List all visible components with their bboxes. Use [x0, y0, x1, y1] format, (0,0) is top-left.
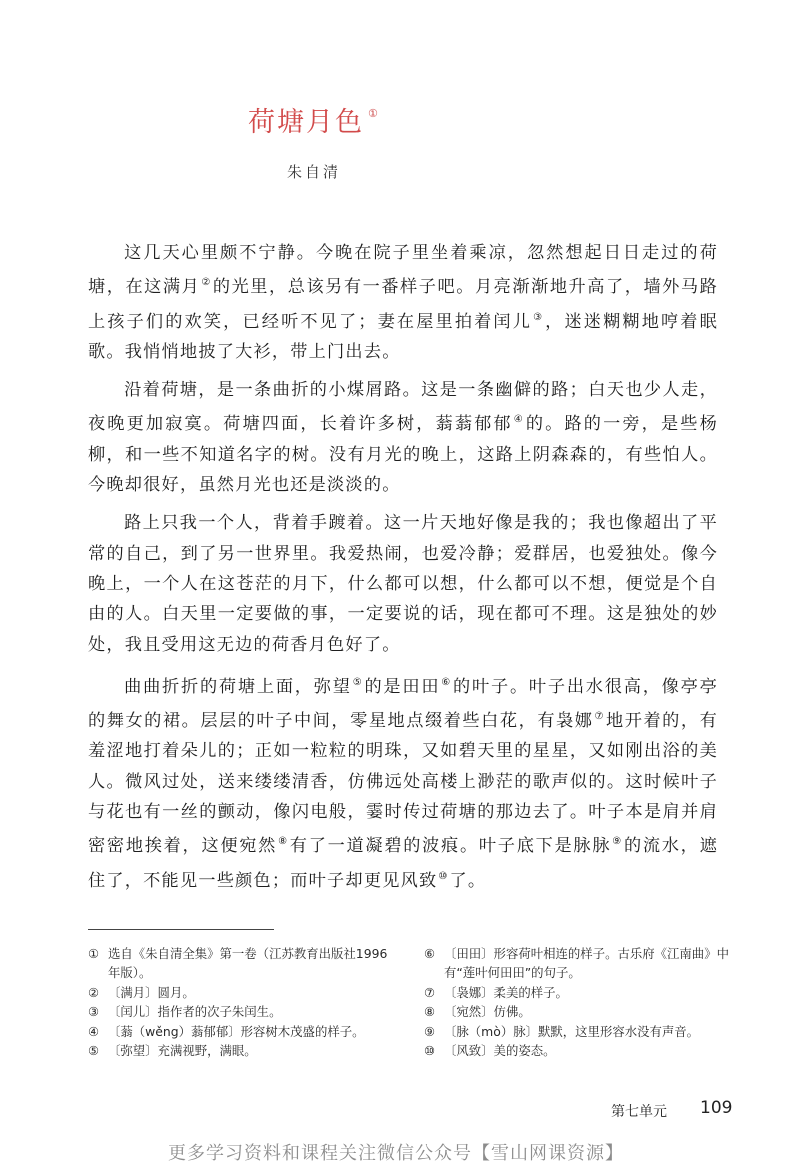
footnote: [424, 1022, 744, 1041]
footnote: [424, 1041, 744, 1060]
footnote-text: 〔弥望〕充满视野，满眼。: [108, 1043, 257, 1059]
footnote-text: 〔蓊（wěng）蓊郁郁〕形容树木茂盛的样子。: [108, 1023, 365, 1039]
footnote-number: ⑨: [424, 1023, 436, 1039]
author-name: 朱自清: [287, 163, 342, 181]
footnote-text: 〔满月〕圆月。: [108, 984, 195, 1000]
footnote-marker: ④: [513, 414, 525, 426]
footnote: [424, 1002, 744, 1021]
footnote: [88, 944, 388, 983]
footnotes-right-column: [424, 944, 744, 1060]
footnote-marker: ⑤: [352, 676, 364, 688]
footnote-number: ⑥: [424, 946, 436, 961]
footnote-text: 〔闰儿〕指作者的次子朱闰生。: [108, 1004, 282, 1020]
footnote: [88, 1041, 388, 1060]
footnote: [88, 1022, 388, 1041]
paragraph-text: ，迷迷糊糊地哼着眠歌。我悄悄地披了大衫，带上门出去。: [88, 311, 718, 362]
footnote: [424, 983, 744, 1002]
paragraph-text: 的。路的一旁，是些杨柳，和一些不知道名字的树。没有月光的晚上，这路上阴森森的，有些怕人。今晚却很好，虽然月光也还是淡淡的。: [88, 414, 718, 496]
footnote-text: 〔风致〕美的姿态。: [444, 1043, 556, 1059]
footnote-marker: ③: [533, 311, 545, 323]
footnote-marker: ⑩: [438, 870, 449, 882]
paragraph-text: 了。: [449, 870, 487, 891]
paragraph-text: 曲曲折折的荷塘上面，弥望: [124, 676, 352, 697]
footnote-number: ①: [88, 946, 100, 961]
footnote-number: ②: [88, 984, 100, 1000]
body-paragraph: [88, 508, 718, 659]
paragraph-text: 沿着荷塘，是一条曲折的小煤屑路。这是一条幽僻的路；白天也少人走，夜晚更加寂寞。荷塘四面，长着许多树，蓊蓊郁郁: [88, 380, 718, 435]
paragraph-text: 这几天心里颇不宁静。今晚在院子里坐着乘凉，忽然想起日日走过的荷塘，在这满月: [88, 243, 718, 298]
paragraph-text: 的叶子。叶子出水很高，像亭亭的舞女的裙。层层的叶子中间，零星地点缀着些白花，有袅娜: [88, 676, 718, 732]
paragraph-text: 的是田田: [364, 676, 441, 697]
footnote-number: ⑧: [424, 1004, 436, 1020]
footnote-number: ④: [88, 1023, 100, 1039]
footnote-text: 〔袅娜〕柔美的样子。: [444, 984, 568, 1000]
footnote-divider: [88, 929, 274, 930]
footnote: [88, 1002, 388, 1021]
essay-body: [88, 238, 718, 904]
footnote-text: 〔田田〕形容荷叶相连的样子。古乐府《江南曲》中有“莲叶何田田”的句子。: [444, 946, 729, 981]
footnote-marker: ⑦: [594, 711, 605, 723]
footnote-number: ⑦: [424, 984, 436, 1000]
footnote-text: 〔宛然〕仿佛。: [444, 1004, 531, 1020]
footnote: [88, 983, 388, 1002]
footnote-number: ⑩: [424, 1043, 436, 1059]
paragraph-text: 有了一道凝碧的波痕。叶子底下是脉脉: [289, 836, 612, 857]
watermark-text: 更多学习资料和课程关注微信公众号【雪山网课资源】: [168, 1143, 624, 1164]
footnote-marker: ②: [201, 277, 212, 289]
paragraph-text: 的流水，遮住了，不能见一些颜色；而叶子却更见风致: [88, 836, 718, 891]
footnote-number: ⑤: [88, 1043, 100, 1059]
body-paragraph: [88, 668, 718, 896]
paragraph-text: 路上只我一个人，背着手踱着。这一片天地好像是我的；我也像超出了平常的自己，到了另一世界里。我爱热闹，也爱冷静；爱群居，也爱独处。像今晚上，一个人在这苍茫的月下，什么都可以想，什么都可以不想，便觉是个自由的人。白天里一定要做的事，一定要说的话，现在都可不理。这是独处的妙处，我且受用这无边的荷香月色好了。: [88, 513, 718, 655]
footnote-text: 选自《朱自清全集》第一卷（江苏教育出版社1996年版）。: [108, 946, 388, 981]
footnote-marker: ⑧: [278, 836, 289, 848]
footnote-text: 〔脉（mò）脉〕默默，这里形容水没有声音。: [444, 1023, 700, 1039]
paragraph-text: 地开着的，有羞涩地打着朵儿的；正如一粒粒的明珠，又如碧天里的星星，又如刚出浴的美人。微风过处，送来缕缕清香，仿佛远处高楼上渺茫的歌声似的。这时候叶子与花也有一丝的颤动，像闪电般，霎时传过荷塘的那边去了。叶子本是肩并肩密密地挨着，这便宛然: [88, 711, 718, 857]
essay-title: 荷塘月色 ①: [248, 107, 380, 138]
footnote-number: ③: [88, 1004, 100, 1020]
footnotes-left-column: [88, 944, 388, 1060]
title-footnote-marker: ①: [368, 107, 380, 120]
page-number: 109: [700, 1098, 733, 1118]
body-paragraph: [88, 375, 718, 500]
paragraph-text: 的光里，总该另有一番样子吧。月亮渐渐地升高了，墙外马路上孩子们的欢笑，已经听不见了；妻在屋里拍着闰儿: [88, 277, 718, 332]
footnote-marker: ⑨: [612, 836, 623, 848]
footnote: [424, 944, 744, 983]
unit-label: 第七单元: [611, 1104, 667, 1120]
footnote-marker: ⑥: [441, 676, 453, 688]
body-paragraph: [88, 238, 718, 367]
